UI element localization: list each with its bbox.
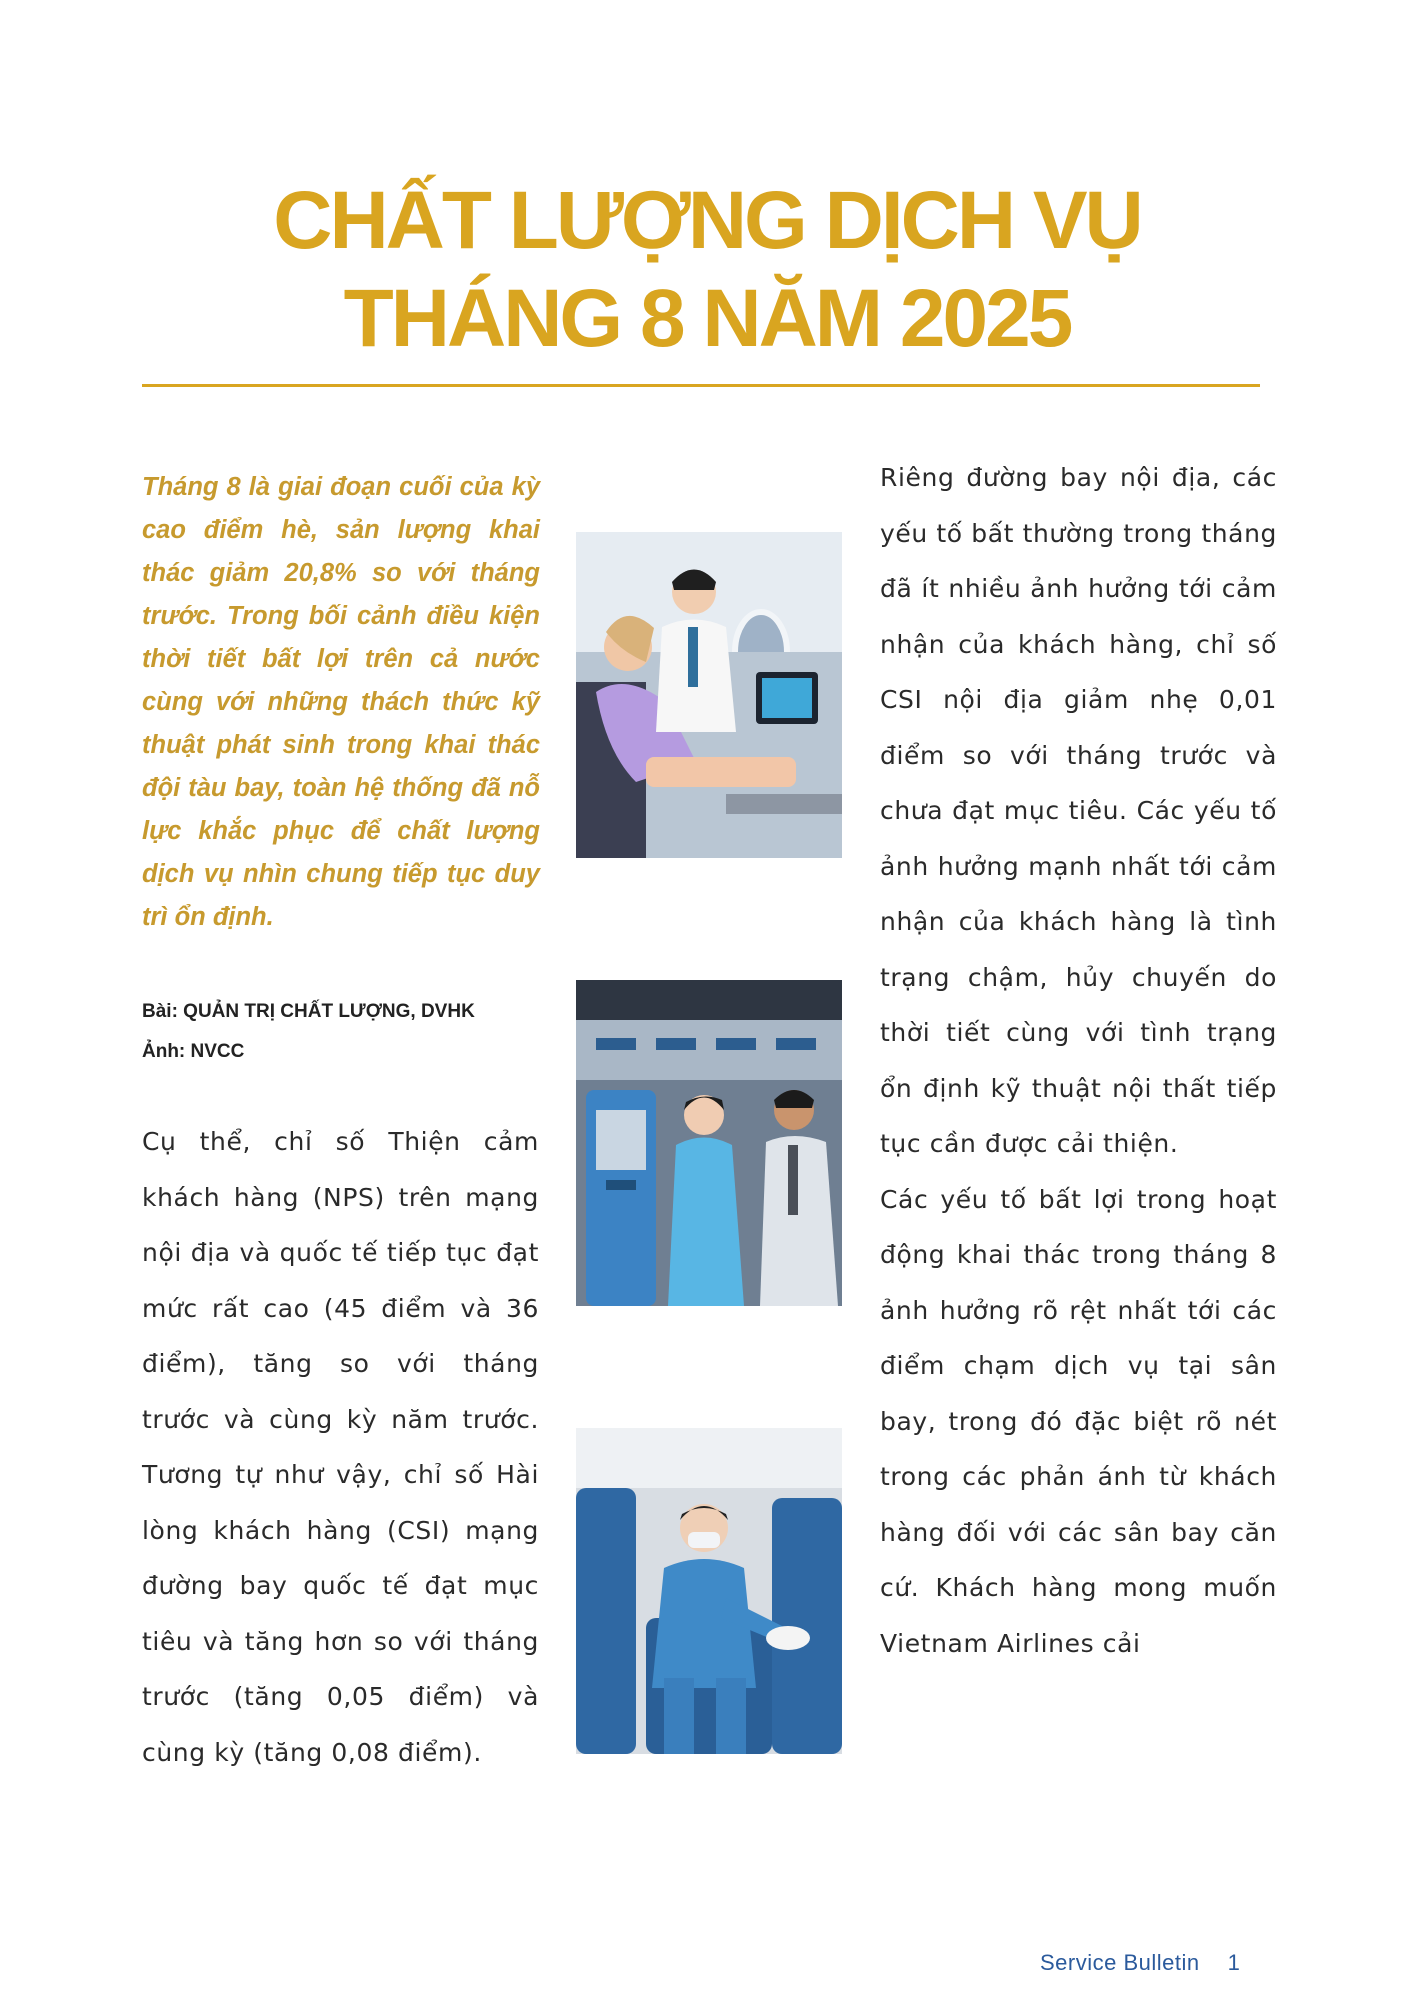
photo-credit: Ảnh: NVCC [142, 1041, 245, 1062]
cabin-service-photo [576, 532, 842, 858]
title-divider [142, 384, 1260, 387]
article-credits [142, 992, 562, 1072]
author-credit: Bài: QUẢN TRỊ CHẤT LƯỢNG, DVHK [142, 1001, 475, 1022]
footer-label: Service Bulletin [1040, 1950, 1200, 1975]
page-number: 1 [1227, 1950, 1241, 1975]
title-line-2: THÁNG 8 NĂM 2025 [343, 273, 1071, 364]
seat-cleaning-photo [576, 1428, 842, 1754]
body-paragraph-1: Riêng đường bay nội địa, các yếu tố bất thường trong tháng đã ít nhiều ảnh hưởng tới cảm nhận của khách hàng, chỉ số CSI nội địa giảm nhẹ 0,01 điểm so với tháng trước và chưa đạt mục tiêu. Các yếu tố ảnh hưởng mạnh nhất tới cảm nhận của khách hàng là tình trạng chậm, hủy chuyến do thời tiết cùng với tình trạng ổn định kỹ thuật nội thất tiếp tục cần được cải thiện. [880, 463, 1277, 1158]
body-paragraph-2: Các yếu tố bất lợi trong hoạt động khai thác trong tháng 8 ảnh hưởng rõ rệt nhất tới các điểm chạm dịch vụ tại sân bay, trong đó đặc biệt rõ nét trong các phản ánh từ khách hàng đối với các sân bay căn cứ. Khách hàng mong muốn Vietnam Airlines cải [880, 1184, 1277, 1658]
body-text-right [880, 450, 1277, 1671]
page-footer [1040, 1950, 1320, 1976]
airport-kiosk-photo [576, 980, 842, 1306]
page-title [0, 172, 1414, 368]
title-line-1: CHẤT LƯỢNG DỊCH VỤ [273, 175, 1141, 266]
body-text-left: Cụ thể, chỉ số Thiện cảm khách hàng (NPS) trên mạng nội địa và quốc tế tiếp tục đạt mức rất cao (45 điểm và 36 điểm), tăng so với tháng trước và cùng kỳ năm trước. Tương tự như vậy, chỉ số Hài lòng khách hàng (CSI) mạng đường bay quốc tế đạt mục tiêu và tăng hơn so với tháng trước (tăng 0,05 điểm) và cùng kỳ (tăng 0,08 điểm). [142, 1127, 539, 1767]
lead-paragraph: Tháng 8 là giai đoạn cuối của kỳ cao điểm hè, sản lượng khai thác giảm 20,8% so với tháng trước. Trong bối cảnh điều kiện thời tiết bất lợi trên cả nước cùng với những thách thức kỹ thuật phát sinh trong khai thác đội tàu bay, toàn hệ thống đã nỗ lực khắc phục để chất lượng dịch vụ nhìn chung tiếp tục duy trì ổn định. [142, 473, 540, 931]
